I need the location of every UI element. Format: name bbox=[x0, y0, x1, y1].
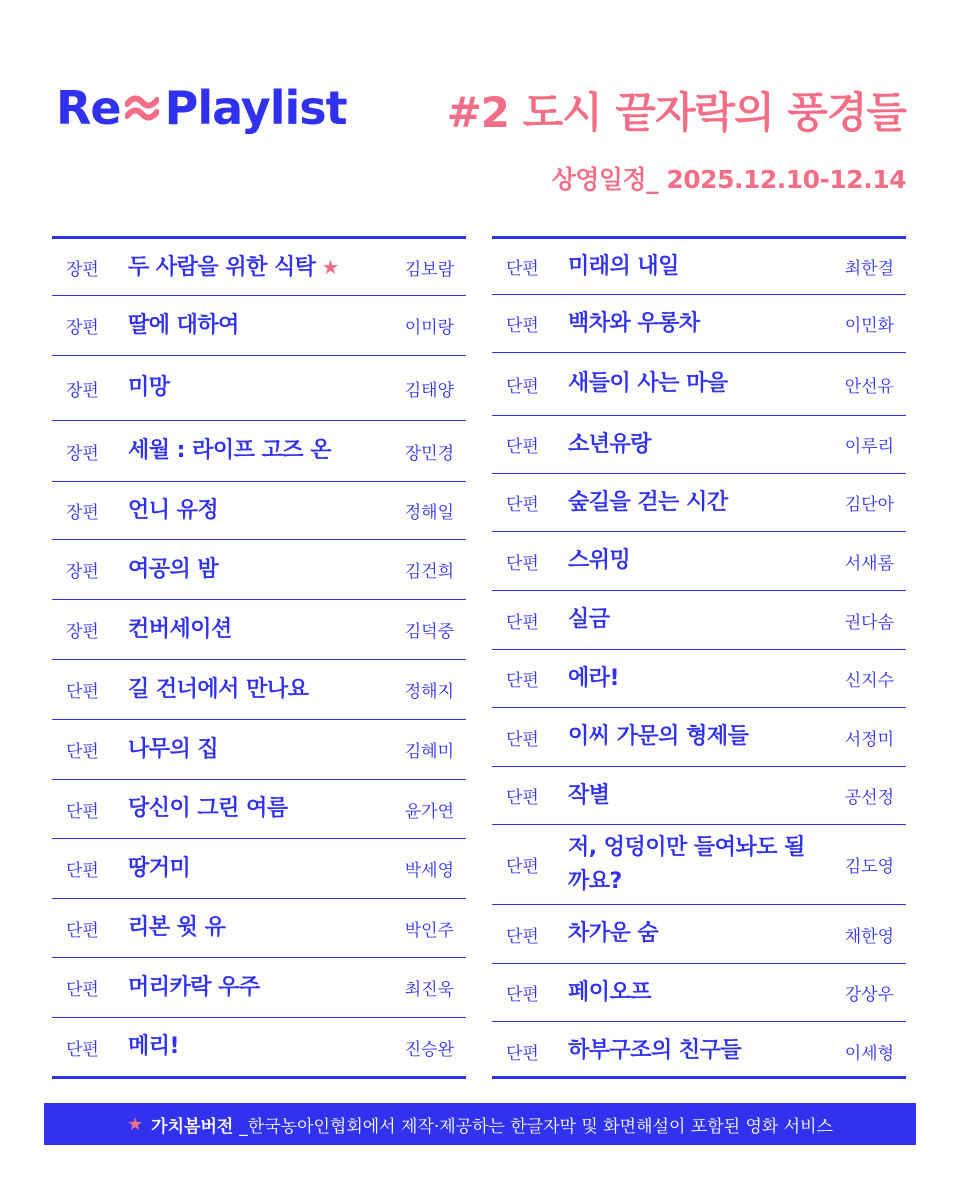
film-title bbox=[128, 733, 378, 767]
list-item bbox=[52, 660, 466, 720]
page-title: #2 도시 끝자락의 풍경들 bbox=[446, 88, 906, 137]
film-title bbox=[568, 307, 818, 341]
film-title bbox=[568, 428, 818, 462]
film-title bbox=[128, 434, 378, 468]
list-item bbox=[52, 839, 466, 899]
film-director: 윤가연 bbox=[404, 801, 454, 822]
list-item bbox=[492, 708, 906, 767]
film-category: 장편 bbox=[66, 562, 99, 582]
film-title bbox=[128, 971, 378, 1005]
film-title-text: 백차와 우롱차 bbox=[568, 310, 700, 336]
footer-text: _한국농아인협회에서 제작·제공하는 한글자막 및 화면해설이 포함된 영화 서비스 bbox=[239, 1116, 833, 1137]
film-category: 단편 bbox=[66, 980, 99, 1000]
list-item bbox=[52, 421, 466, 482]
film-category: 단편 bbox=[506, 437, 539, 457]
list-item bbox=[492, 295, 906, 353]
list-item bbox=[52, 600, 466, 660]
film-category: 장편 bbox=[66, 318, 99, 338]
film-director: 박인주 bbox=[404, 920, 454, 941]
film-title-text: 땅거미 bbox=[128, 855, 191, 881]
film-director: 공선정 bbox=[844, 788, 894, 808]
film-title-text: 당신이 그린 여름 bbox=[128, 796, 288, 821]
film-director: 정해일 bbox=[404, 503, 454, 523]
list-item bbox=[492, 416, 906, 474]
film-title bbox=[128, 1030, 378, 1064]
film-category: 단편 bbox=[66, 742, 99, 762]
film-title bbox=[128, 553, 378, 587]
film-director: 서새롬 bbox=[844, 553, 894, 574]
film-category: 단편 bbox=[66, 920, 99, 941]
film-title bbox=[568, 544, 818, 578]
list-item bbox=[492, 825, 906, 905]
star-icon: ★ bbox=[321, 254, 339, 279]
film-title-text: 딸에 대하여 bbox=[128, 312, 239, 338]
film-title-text: 작별 bbox=[568, 782, 610, 808]
film-title-text: 나무의 집 bbox=[128, 736, 219, 762]
film-title-text: 숲길을 걷는 시간 bbox=[568, 489, 728, 515]
film-director: 장민경 bbox=[404, 443, 454, 464]
film-category: 단편 bbox=[506, 316, 539, 336]
film-category: 단편 bbox=[66, 861, 99, 881]
film-title-text: 미래의 내일 bbox=[568, 253, 679, 279]
film-title bbox=[128, 309, 378, 343]
film-category: 장편 bbox=[66, 443, 99, 464]
film-title bbox=[568, 250, 818, 284]
film-director: 김혜미 bbox=[404, 742, 454, 762]
film-title bbox=[568, 662, 818, 696]
list-item bbox=[52, 899, 466, 958]
film-director: 최진욱 bbox=[404, 980, 454, 1000]
film-category: 단편 bbox=[506, 729, 539, 750]
film-title-text: 소년유랑 bbox=[568, 431, 652, 457]
film-title-text: 스위밍 bbox=[568, 548, 631, 573]
film-category: 장편 bbox=[66, 380, 99, 401]
film-title-text: 실금 bbox=[568, 607, 610, 632]
film-title bbox=[568, 1034, 818, 1068]
film-director: 박세영 bbox=[404, 861, 454, 881]
film-title bbox=[128, 250, 378, 285]
list-item bbox=[52, 296, 466, 356]
film-director: 이세형 bbox=[844, 1043, 894, 1064]
film-title-text: 리본 윗 유 bbox=[128, 915, 226, 940]
film-director: 이미랑 bbox=[404, 318, 454, 338]
film-title-text: 하부구조의 친구들 bbox=[568, 1038, 742, 1063]
film-director: 채한영 bbox=[844, 926, 894, 947]
film-title-text: 세월 : 라이프 고즈 온 bbox=[128, 438, 331, 463]
film-category: 장편 bbox=[66, 622, 99, 642]
film-director: 안선유 bbox=[844, 376, 894, 397]
film-category: 단편 bbox=[506, 671, 539, 691]
film-title bbox=[568, 367, 818, 401]
list-item bbox=[52, 482, 466, 540]
logo bbox=[56, 78, 347, 138]
film-title bbox=[128, 494, 378, 528]
list-item bbox=[52, 356, 466, 421]
film-director: 권다솜 bbox=[844, 612, 894, 633]
film-title-text: 머리카락 우주 bbox=[128, 974, 260, 1000]
list-item bbox=[492, 591, 906, 650]
list-item bbox=[492, 650, 906, 708]
film-title-text: 길 건너에서 만나요 bbox=[128, 676, 309, 702]
film-category: 단편 bbox=[506, 495, 539, 515]
film-director: 김태양 bbox=[404, 380, 454, 401]
left-film-list bbox=[52, 236, 466, 1079]
film-category: 단편 bbox=[66, 1039, 99, 1060]
list-item bbox=[52, 720, 466, 780]
film-title bbox=[128, 852, 378, 886]
list-item bbox=[52, 239, 466, 296]
film-category: 단편 bbox=[66, 682, 99, 702]
schedule-text: 상영일정_ 2025.12.10-12.14 bbox=[551, 165, 906, 194]
film-title-text: 두 사람을 위한 식탁 bbox=[128, 254, 316, 280]
film-title-text: 저, 엉덩이만 들여놔도 될까요? bbox=[568, 834, 805, 894]
film-title-text: 여공의 밤 bbox=[128, 556, 219, 582]
list-item bbox=[492, 353, 906, 416]
film-director: 김도영 bbox=[844, 857, 894, 877]
list-item bbox=[52, 958, 466, 1018]
film-director: 김단아 bbox=[844, 495, 894, 515]
film-title-text: 컨버세이션 bbox=[128, 616, 232, 642]
film-category: 단편 bbox=[506, 612, 539, 633]
list-item bbox=[492, 1022, 906, 1080]
list-item bbox=[492, 474, 906, 532]
list-item bbox=[52, 780, 466, 839]
footer-banner bbox=[44, 1103, 916, 1145]
logo-text-right: Playlist bbox=[164, 81, 347, 135]
film-title bbox=[128, 613, 378, 647]
film-category: 단편 bbox=[506, 926, 539, 947]
right-film-list bbox=[492, 236, 906, 1079]
list-item bbox=[492, 964, 906, 1022]
film-title-text: 차가운 숨 bbox=[568, 921, 659, 946]
film-category: 단편 bbox=[506, 985, 539, 1005]
list-item bbox=[52, 540, 466, 600]
film-director: 서정미 bbox=[844, 729, 894, 750]
film-title bbox=[568, 779, 818, 813]
film-title bbox=[128, 792, 378, 826]
film-title-text: 새들이 사는 마을 bbox=[568, 371, 728, 396]
film-title bbox=[568, 720, 818, 754]
film-title-text: 미망 bbox=[128, 375, 170, 400]
film-director: 김건희 bbox=[404, 562, 454, 582]
list-item bbox=[492, 905, 906, 964]
film-category: 단편 bbox=[506, 788, 539, 808]
film-category: 단편 bbox=[506, 857, 539, 877]
film-director: 이루리 bbox=[844, 437, 894, 457]
film-director: 신지수 bbox=[844, 671, 894, 691]
list-item bbox=[492, 239, 906, 295]
wave-icon bbox=[125, 92, 159, 124]
footer-label: 가치봄버전 bbox=[151, 1116, 234, 1137]
list-item bbox=[492, 532, 906, 591]
film-category: 단편 bbox=[506, 553, 539, 574]
film-category: 단편 bbox=[66, 801, 99, 822]
film-title-text: 페이오프 bbox=[568, 979, 652, 1005]
list-item bbox=[52, 1018, 466, 1076]
film-title-text: 에라! bbox=[568, 665, 620, 691]
star-icon: ★ bbox=[127, 1113, 144, 1135]
film-title bbox=[568, 831, 818, 899]
film-title bbox=[568, 976, 818, 1010]
film-title bbox=[128, 673, 378, 707]
logo-text-left: Re bbox=[56, 81, 121, 135]
film-category: 장편 bbox=[66, 503, 99, 523]
film-director: 이민화 bbox=[844, 316, 894, 336]
film-director: 최한결 bbox=[844, 259, 894, 279]
film-director: 김덕중 bbox=[404, 622, 454, 642]
film-director: 강상우 bbox=[844, 985, 894, 1005]
film-title bbox=[568, 603, 818, 637]
film-title bbox=[128, 371, 378, 405]
film-director: 진승완 bbox=[404, 1039, 454, 1060]
film-title bbox=[128, 911, 378, 945]
list-item bbox=[492, 767, 906, 825]
film-title-text: 메리! bbox=[128, 1034, 180, 1059]
film-director: 정해지 bbox=[404, 682, 454, 702]
film-title-text: 이씨 가문의 형제들 bbox=[568, 724, 749, 749]
film-category: 단편 bbox=[506, 376, 539, 397]
film-director: 김보람 bbox=[404, 259, 454, 280]
film-title bbox=[568, 486, 818, 520]
film-category: 단편 bbox=[506, 259, 539, 279]
film-title-text: 언니 유정 bbox=[128, 497, 219, 523]
film-category: 단편 bbox=[506, 1043, 539, 1064]
film-category: 장편 bbox=[66, 259, 99, 280]
film-title bbox=[568, 917, 818, 951]
